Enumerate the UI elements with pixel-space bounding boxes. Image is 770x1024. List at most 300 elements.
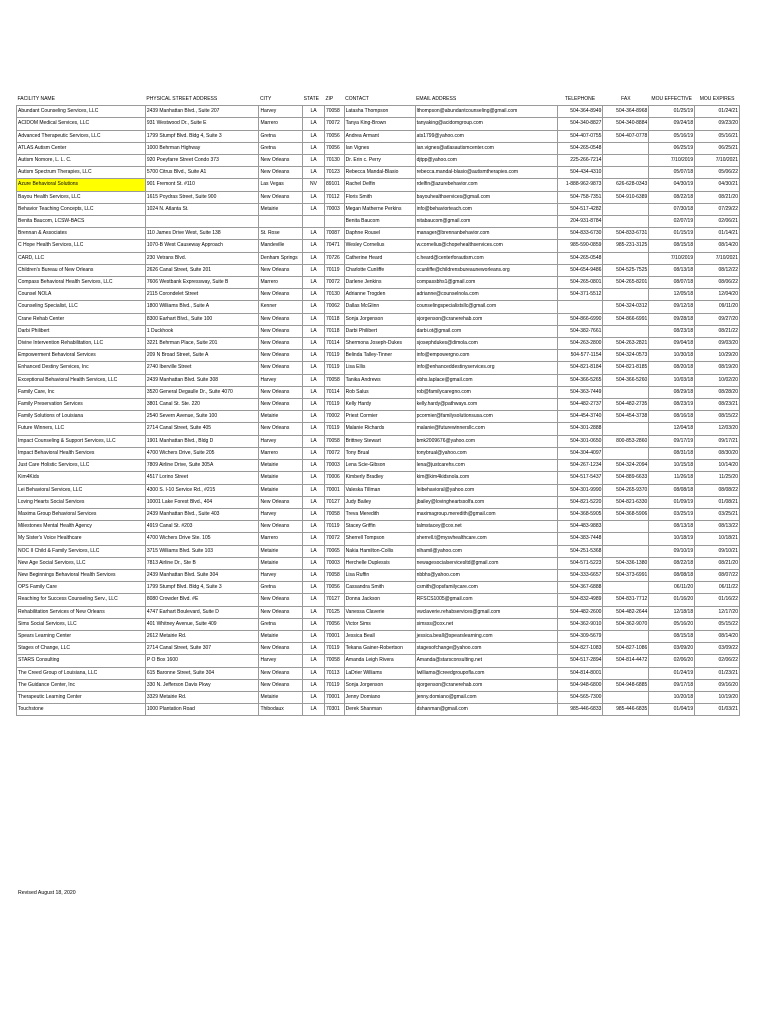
fax-cell: 504-324-0573 [603, 350, 649, 362]
email-cell: sjorgenson@cranerehab.com [415, 679, 557, 691]
mou-expires-cell: 10/02/20 [695, 374, 740, 386]
facility-name-cell: STARS Consulting [17, 655, 146, 667]
street-address-cell: 2540 Severn Avenue, Suite 100 [145, 411, 259, 423]
street-address-cell: 901 Fremont St. #110 [145, 179, 259, 191]
facility-name-cell: Reaching for Success Counseling Serv., LLC [17, 594, 146, 606]
zip-cell: 70006 [324, 472, 344, 484]
facility-name-cell: Impact Counseling & Support Services, LLC [17, 435, 146, 447]
street-address-cell: 7809 Airline Drive, Suite 305A [145, 460, 259, 472]
state-cell: LA [303, 106, 325, 118]
fax-cell: 504-263-2821 [603, 338, 649, 350]
mou-expires-cell: 08/21/22 [695, 325, 740, 337]
fax-cell: 504-910-6389 [603, 191, 649, 203]
contact-cell: Judy Bailey [344, 496, 415, 508]
facility-name-cell: Touchstone [17, 704, 146, 716]
facility-name-cell: Empowerment Behavioral Services [17, 350, 146, 362]
street-address-cell: P O Box 1600 [145, 655, 259, 667]
state-cell: LA [303, 533, 325, 545]
facility-name-cell: Abundant Counseling Services, LLC [17, 106, 146, 118]
facility-name-cell: New Age Social Services, LLC [17, 557, 146, 569]
state-cell: LA [303, 447, 325, 459]
email-cell: dshanman@gmail.com [415, 704, 557, 716]
mou-effective-cell: 05/16/20 [649, 618, 695, 630]
table-row [17, 362, 740, 374]
fax-cell: 800-853-2860 [603, 435, 649, 447]
email-cell: ian.vignes@atlasautismcenter.com [415, 142, 557, 154]
table-body [17, 106, 740, 716]
state-cell: LA [303, 399, 325, 411]
zip-cell: 70119 [324, 521, 344, 533]
email-cell: info@enhanceddestinyservices.org [415, 362, 557, 374]
telephone-cell: 504-654-9486 [557, 264, 603, 276]
mou-expires-cell: 08/14/20 [695, 630, 740, 642]
email-cell: talmstacey@cox.net [415, 521, 557, 533]
state-cell: LA [303, 423, 325, 435]
telephone-cell [557, 301, 603, 313]
contact-cell: Adrianne Trogden [344, 289, 415, 301]
contact-cell: Tekana Gainer-Robertson [344, 643, 415, 655]
street-address-cell: 110 James Drive West, Suite 138 [145, 228, 259, 240]
street-address-cell: 10001 Lake Forest Blvd., 404 [145, 496, 259, 508]
table-row [17, 130, 740, 142]
state-cell: LA [303, 655, 325, 667]
contact-cell: Nakia Hamilton-Collis [344, 545, 415, 557]
mou-expires-cell: 09/17/21 [695, 435, 740, 447]
street-address-cell: 2439 Manhattan Blvd., Suite 207 [145, 106, 259, 118]
mou-effective-cell: 12/05/18 [649, 289, 695, 301]
contact-cell: Latasha Thompson [344, 106, 415, 118]
column-header-zip: ZIP [324, 94, 344, 106]
contact-cell: Valeska Tillman [344, 484, 415, 496]
state-cell: LA [303, 618, 325, 630]
zip-cell: 70123 [324, 167, 344, 179]
state-cell: LA [303, 313, 325, 325]
fax-cell [603, 216, 649, 228]
mou-effective-cell: 09/04/18 [649, 338, 695, 350]
mou-effective-cell: 09/10/19 [649, 545, 695, 557]
city-cell: New Orleans [259, 362, 303, 374]
street-address-cell: 2740 Iberville Street [145, 362, 259, 374]
zip-cell: 89101 [324, 179, 344, 191]
city-cell: Harvey [259, 374, 303, 386]
fax-cell: 504-821-6330 [603, 496, 649, 508]
email-cell: nbbhs@yahoo.com [415, 569, 557, 581]
contact-cell: Tanika Andrews [344, 374, 415, 386]
facility-name-cell: Crane Rehab Center [17, 313, 146, 325]
zip-cell: 70003 [324, 203, 344, 215]
state-cell: LA [303, 118, 325, 130]
telephone-cell: 504-263-2800 [557, 338, 603, 350]
facility-name-cell: My Sister's Voice Healthcare [17, 533, 146, 545]
mou-expires-cell: 07/29/22 [695, 203, 740, 215]
zip-cell: 70301 [324, 704, 344, 716]
city-cell: Harvey [259, 435, 303, 447]
state-cell: LA [303, 484, 325, 496]
email-cell: bayouhealthservices@gmail.com [415, 191, 557, 203]
telephone-cell: 504-577-1154 [557, 350, 603, 362]
city-cell: Metairie [259, 460, 303, 472]
facility-name-cell: Counseling Specialist, LLC [17, 301, 146, 313]
fax-cell [603, 155, 649, 167]
city-cell: Marrero [259, 533, 303, 545]
telephone-cell: 504-251-5368 [557, 545, 603, 557]
fax-cell [603, 252, 649, 264]
state-cell: LA [303, 630, 325, 642]
mou-expires-cell: 01/16/22 [695, 594, 740, 606]
zip-cell: 70058 [324, 435, 344, 447]
fax-cell: 504-265-8201 [603, 277, 649, 289]
table-row [17, 447, 740, 459]
zip-cell: 70119 [324, 399, 344, 411]
street-address-cell: 4919 Canal St. #203 [145, 521, 259, 533]
telephone-cell: 504-482-2737 [557, 399, 603, 411]
contact-cell: Dallas McGlinn [344, 301, 415, 313]
street-address-cell: 330 N. Jefferson Davis Pkwy [145, 679, 259, 691]
mou-effective-cell: 08/31/18 [649, 447, 695, 459]
telephone-cell: 504-340-8827 [557, 118, 603, 130]
fax-cell: 504-324-0312 [603, 301, 649, 313]
telephone-cell: 504-866-6990 [557, 313, 603, 325]
telephone-cell: 504-517-2894 [557, 655, 603, 667]
fax-cell: 504-833-6731 [603, 228, 649, 240]
email-cell: compassbhs1@gmail.com [415, 277, 557, 289]
city-cell: Gretna [259, 582, 303, 594]
contact-cell: Rob Salus [344, 386, 415, 398]
email-cell: RFSCS1005@gmail.com [415, 594, 557, 606]
telephone-cell: 504-483-9883 [557, 521, 603, 533]
city-cell: Denham Springs [259, 252, 303, 264]
telephone-cell: 504-371-5512 [557, 289, 603, 301]
fax-cell: 504-454-3738 [603, 411, 649, 423]
mou-effective-cell: 08/13/18 [649, 521, 695, 533]
mou-effective-cell: 09/12/18 [649, 301, 695, 313]
column-header-contact: CONTACT [344, 94, 415, 106]
fax-cell: 504-866-6991 [603, 313, 649, 325]
contact-cell: Kelly Hardy [344, 399, 415, 411]
city-cell: New Orleans [259, 667, 303, 679]
email-cell: nlhamil@yahoo.com [415, 545, 557, 557]
column-header-telephone: TELEPHONE [557, 94, 603, 106]
street-address-cell: 3221 Behrman Place, Suite 201 [145, 338, 259, 350]
mou-effective-cell: 08/16/18 [649, 411, 695, 423]
state-cell: LA [303, 643, 325, 655]
mou-expires-cell: 08/13/22 [695, 521, 740, 533]
contact-cell: Brittney Stewart [344, 435, 415, 447]
state-cell: LA [303, 289, 325, 301]
table-row [17, 399, 740, 411]
zip-cell: 70125 [324, 606, 344, 618]
city-cell: Kenner [259, 301, 303, 313]
facility-name-cell: The Creed Group of Louisiana, LLC [17, 667, 146, 679]
state-cell: LA [303, 374, 325, 386]
email-cell: ats1799@yahoo.com [415, 130, 557, 142]
mou-effective-cell: 08/20/18 [649, 362, 695, 374]
table-row [17, 411, 740, 423]
email-cell: info@empowergno.com [415, 350, 557, 362]
mou-effective-cell: 12/04/18 [649, 423, 695, 435]
zip-cell: 70056 [324, 130, 344, 142]
state-cell: LA [303, 557, 325, 569]
contact-cell: Jessica Beall [344, 630, 415, 642]
city-cell: New Orleans [259, 386, 303, 398]
telephone-cell: 504-832-4989 [557, 594, 603, 606]
street-address-cell: 5700 Citrus Blvd., Suite A1 [145, 167, 259, 179]
zip-cell: 70127 [324, 496, 344, 508]
state-cell: LA [303, 582, 325, 594]
fax-cell [603, 167, 649, 179]
facility-name-cell: Loving Hearts Social Services [17, 496, 146, 508]
facility-name-cell: Bayou Health Services, LLC [17, 191, 146, 203]
mou-effective-cell: 05/16/19 [649, 130, 695, 142]
telephone-cell: 504-301-0650 [557, 435, 603, 447]
facility-name-cell: Behavior Teaching Concepts, LLC [17, 203, 146, 215]
city-cell: New Orleans [259, 606, 303, 618]
telephone-cell: 504-301-2888 [557, 423, 603, 435]
table-row [17, 240, 740, 252]
email-cell: ccunliffe@childrensbureauneworleans.org [415, 264, 557, 276]
email-cell: sjorgenson@cranerehab.com [415, 313, 557, 325]
fax-cell [603, 533, 649, 545]
mou-effective-cell: 09/28/18 [649, 313, 695, 325]
zip-cell: 70087 [324, 228, 344, 240]
state-cell: LA [303, 569, 325, 581]
email-cell: info@behaviorteach.com [415, 203, 557, 215]
city-cell: Harvey [259, 106, 303, 118]
fax-cell [603, 691, 649, 703]
mou-effective-cell: 02/07/19 [649, 216, 695, 228]
contact-cell: Cassandra Smith [344, 582, 415, 594]
zip-cell: 70114 [324, 386, 344, 398]
email-cell: jbailey@lovingheartssolfa.com [415, 496, 557, 508]
telephone-cell: 504-382-7661 [557, 325, 603, 337]
state-cell: LA [303, 667, 325, 679]
mou-expires-cell: 09/23/20 [695, 118, 740, 130]
email-cell: newagesocialservicesltd@gmail.com [415, 557, 557, 569]
state-cell: LA [303, 240, 325, 252]
table-row [17, 630, 740, 642]
contact-cell: Kimberly Bradley [344, 472, 415, 484]
facility-name-cell: Lei Behavioral Services, LLC [17, 484, 146, 496]
mou-expires-cell: 09/10/21 [695, 545, 740, 557]
facility-name-cell: Family Preservation Services [17, 399, 146, 411]
zip-cell: 70119 [324, 350, 344, 362]
telephone-cell: 504-362-9010 [557, 618, 603, 630]
telephone-cell: 504-304-4097 [557, 447, 603, 459]
mou-expires-cell: 01/23/21 [695, 667, 740, 679]
city-cell: New Orleans [259, 643, 303, 655]
fax-cell [603, 325, 649, 337]
facility-name-cell: Autism Nomore, L. L. C. [17, 155, 146, 167]
email-cell: csmith@opsfamilycare.com [415, 582, 557, 594]
city-cell: Harvey [259, 569, 303, 581]
fax-cell [603, 423, 649, 435]
fax-cell: 504-366-5260 [603, 374, 649, 386]
facility-name-cell: ACIDOM Medical Services, LLC [17, 118, 146, 130]
column-header-city: CITY [259, 94, 303, 106]
telephone-cell: 504-407-0755 [557, 130, 603, 142]
city-cell: St. Rose [259, 228, 303, 240]
table-row [17, 277, 740, 289]
mou-effective-cell: 10/18/19 [649, 533, 695, 545]
telephone-cell: 504-265-0548 [557, 142, 603, 154]
fax-cell: 985-446-6835 [603, 704, 649, 716]
contact-cell: Sonja Jorgenson [344, 679, 415, 691]
state-cell: LA [303, 508, 325, 520]
street-address-cell: 3801 Canal St. Ste. 220 [145, 399, 259, 411]
city-cell: New Orleans [259, 167, 303, 179]
mou-effective-cell: 02/06/20 [649, 655, 695, 667]
table-row [17, 289, 740, 301]
table-row [17, 264, 740, 276]
telephone-cell: 504-517-5437 [557, 472, 603, 484]
state-cell: LA [303, 252, 325, 264]
state-cell: LA [303, 606, 325, 618]
mou-effective-cell: 7/10/2019 [649, 155, 695, 167]
email-cell: rdelfin@azurebehavior.com [415, 179, 557, 191]
mou-effective-cell: 08/15/18 [649, 240, 695, 252]
state-cell: LA [303, 338, 325, 350]
mou-expires-cell: 10/19/20 [695, 691, 740, 703]
street-address-cell: 615 Baronne Street, Suite 304 [145, 667, 259, 679]
table-row [17, 521, 740, 533]
city-cell: Harvey [259, 508, 303, 520]
table-row [17, 582, 740, 594]
city-cell: Metairie [259, 411, 303, 423]
telephone-cell: 504-833-6730 [557, 228, 603, 240]
column-header-fax: FAX [603, 94, 649, 106]
mou-expires-cell: 09/27/20 [695, 313, 740, 325]
street-address-cell: 1 Duckhook [145, 325, 259, 337]
facility-name-cell: Just Care Holistic Services, LLC [17, 460, 146, 472]
mou-effective-cell: 01/04/19 [649, 704, 695, 716]
city-cell: Gretna [259, 142, 303, 154]
fax-cell: 626-628-0343 [603, 179, 649, 191]
email-cell: malanie@futurewinnersllc.com [415, 423, 557, 435]
state-cell [303, 216, 325, 228]
table-row [17, 203, 740, 215]
facility-name-cell: New Beginnings Behavioral Health Services [17, 569, 146, 581]
city-cell: Metairie [259, 203, 303, 215]
zip-cell: 70072 [324, 447, 344, 459]
zip-cell: 70002 [324, 411, 344, 423]
street-address-cell: 1615 Poydras Street, Suite 900 [145, 191, 259, 203]
table-row [17, 350, 740, 362]
facility-name-cell: Therapeutic Learning Center [17, 691, 146, 703]
mou-expires-cell: 06/25/21 [695, 142, 740, 154]
email-cell: manager@brennanbehavior.com [415, 228, 557, 240]
city-cell: Metairie [259, 691, 303, 703]
zip-cell: 70726 [324, 252, 344, 264]
telephone-cell: 504-827-1083 [557, 643, 603, 655]
fax-cell: 504-831-7712 [603, 594, 649, 606]
contact-cell: Sonja Jorgenson [344, 313, 415, 325]
email-cell: sherrell.t@mysvhealthcare.com [415, 533, 557, 545]
street-address-cell: 401 Whitney Avenue, Suite 409 [145, 618, 259, 630]
facility-name-cell: Family Solutions of Louisiana [17, 411, 146, 423]
contact-cell: Lena Scie-Gibson [344, 460, 415, 472]
mou-effective-cell: 06/25/19 [649, 142, 695, 154]
street-address-cell: 4747 Earhart Boulevard, Suite D [145, 606, 259, 618]
mou-expires-cell: 08/14/20 [695, 240, 740, 252]
mou-expires-cell: 10/14/20 [695, 460, 740, 472]
table-row [17, 435, 740, 447]
telephone-cell: 985-446-6833 [557, 704, 603, 716]
column-header-state: STATE [303, 94, 325, 106]
telephone-cell: 504-814-8001 [557, 667, 603, 679]
zip-cell: 70119 [324, 423, 344, 435]
contact-cell: Victor Sims [344, 618, 415, 630]
table-row [17, 252, 740, 264]
table-row [17, 374, 740, 386]
zip-cell: 70118 [324, 325, 344, 337]
fax-cell: 504-362-9070 [603, 618, 649, 630]
fax-cell [603, 142, 649, 154]
facility-name-cell: Children's Bureau of New Orleans [17, 264, 146, 276]
fax-cell: 504-827-1086 [603, 643, 649, 655]
telephone-cell: 504-309-5679 [557, 630, 603, 642]
telephone-cell: 504-367-6888 [557, 582, 603, 594]
street-address-cell: 2626 Canal Street, Suite 201 [145, 264, 259, 276]
email-cell: Amanda@starsconsulting.net [415, 655, 557, 667]
city-cell: New Orleans [259, 521, 303, 533]
telephone-cell: 504-948-6800 [557, 679, 603, 691]
table-row [17, 472, 740, 484]
contact-cell: Priest Cormier [344, 411, 415, 423]
table-row [17, 545, 740, 557]
facility-name-cell: Counsel NOLA [17, 289, 146, 301]
mou-expires-cell: 08/15/22 [695, 411, 740, 423]
table-row [17, 679, 740, 691]
street-address-cell: 1070-B West Causeway Approach [145, 240, 259, 252]
mou-effective-cell: 03/25/19 [649, 508, 695, 520]
email-cell: darbi.ot@gmail.com [415, 325, 557, 337]
telephone-cell: 225-266-7214 [557, 155, 603, 167]
zip-cell: 70119 [324, 643, 344, 655]
contact-cell: Benita Baucom [344, 216, 415, 228]
mou-expires-cell: 10/29/20 [695, 350, 740, 362]
city-cell: Metairie [259, 472, 303, 484]
table-row [17, 655, 740, 667]
state-cell: LA [303, 277, 325, 289]
zip-cell: 70130 [324, 289, 344, 301]
table-row [17, 191, 740, 203]
facility-name-cell: Impact Behavioral Health Services [17, 447, 146, 459]
contact-cell: Belinda Talley-Tinner [344, 350, 415, 362]
telephone-cell: 504-571-5223 [557, 557, 603, 569]
table-row [17, 216, 740, 228]
contact-cell: Catherine Heard [344, 252, 415, 264]
fax-cell: 504-265-9370 [603, 484, 649, 496]
street-address-cell: 2714 Canal Street, Suite 405 [145, 423, 259, 435]
mou-expires-cell: 11/25/20 [695, 472, 740, 484]
state-cell: LA [303, 594, 325, 606]
mou-expires-cell: 05/06/22 [695, 167, 740, 179]
telephone-cell: 504-366-5265 [557, 374, 603, 386]
fax-cell [603, 545, 649, 557]
facility-name-cell: Stages of Change, LLC [17, 643, 146, 655]
fax-cell: 504-482-2735 [603, 399, 649, 411]
mou-effective-cell: 08/15/18 [649, 630, 695, 642]
email-cell: rob@familycaregno.com [415, 386, 557, 398]
fax-cell: 504-373-6991 [603, 569, 649, 581]
contact-cell: Wesley Cornelius [344, 240, 415, 252]
email-cell: maximagroup.meredith@gmail.com [415, 508, 557, 520]
city-cell: Gretna [259, 618, 303, 630]
facility-name-cell: Kim4Kids [17, 472, 146, 484]
facility-name-cell: Exceptional Behavioral Health Services, LLC [17, 374, 146, 386]
state-cell: NV [303, 179, 325, 191]
table-row [17, 496, 740, 508]
